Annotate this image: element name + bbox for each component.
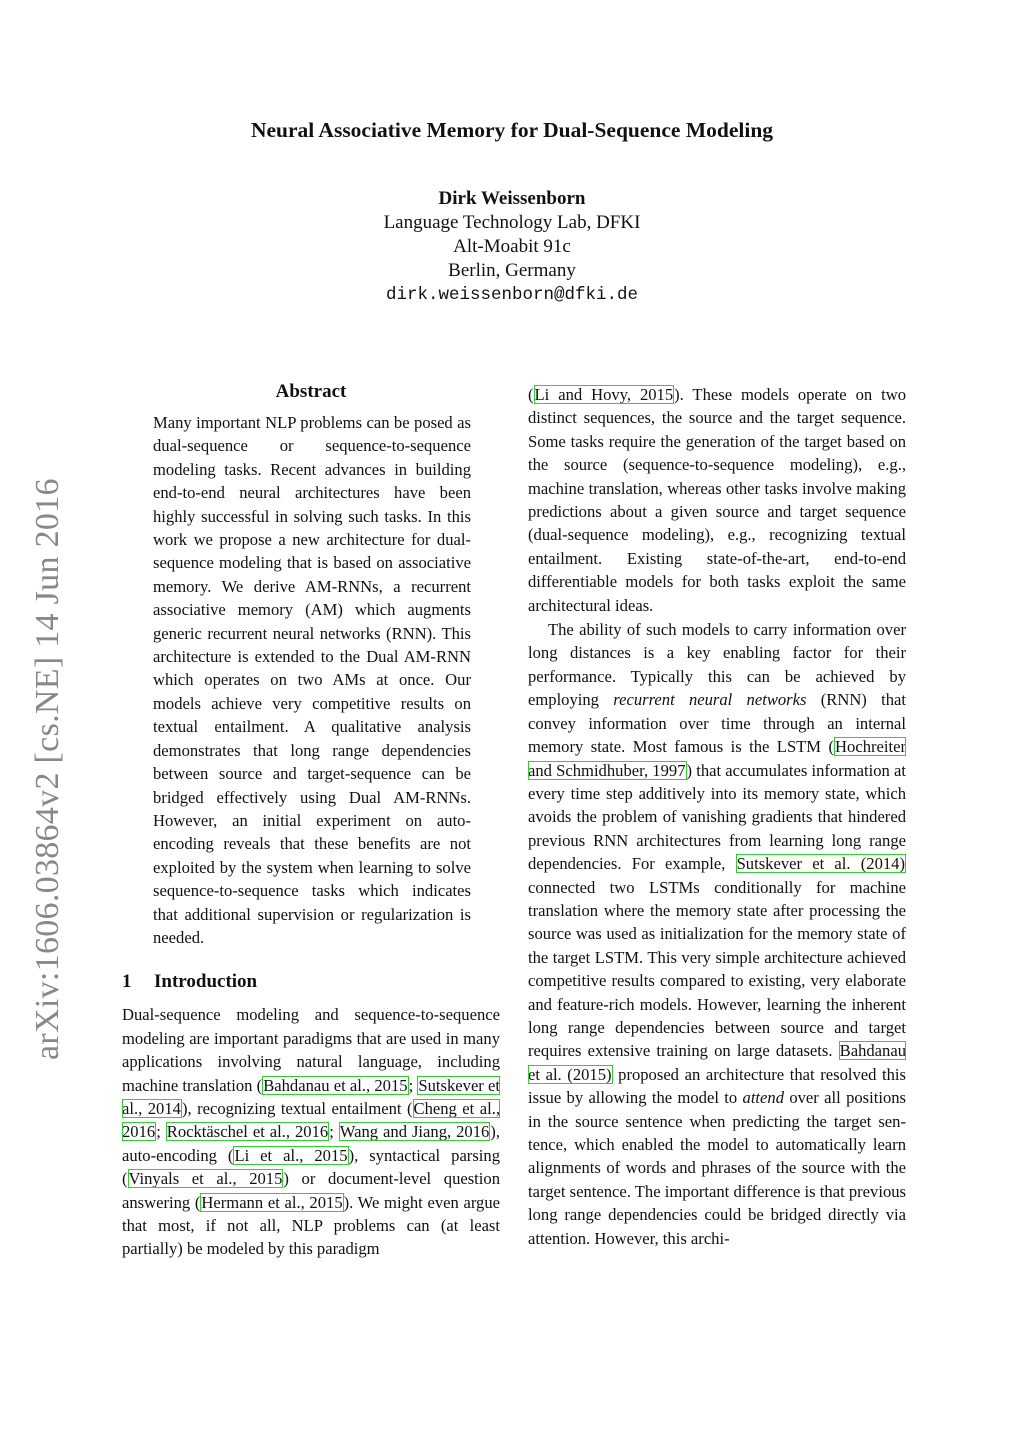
section-number: 1 <box>122 971 132 993</box>
citation-link[interactable]: Wang and Jiang, 2016 <box>339 1122 490 1142</box>
text-run: The ability of such models to carry information over long distances is a key enabling factor for their performance. Typically this can be achieved by employing <box>528 620 906 710</box>
intro-paragraph-1 <box>122 1003 500 1260</box>
author-address-city: Berlin, Germany <box>448 260 576 281</box>
abstract-heading: Abstract <box>275 381 347 402</box>
citation-link[interactable]: Cheng et al., 2016 <box>122 1098 501 1142</box>
paper-title: Neural Associative Memory for Dual-Sequence Modeling <box>250 118 774 142</box>
arxiv-identifier-stamp[interactable]: arXiv:1606.03864v2 [cs.NE] 14 Jun 2016 <box>29 478 66 1060</box>
citation-link[interactable]: Bahdanau et al., 2015 <box>263 1075 408 1095</box>
text-run: ( <box>528 385 534 404</box>
text-run: ; <box>329 1122 339 1142</box>
author-block <box>0 187 1024 307</box>
text-run: ), recognizing textual entailment ( <box>181 1098 413 1118</box>
right-column <box>528 383 906 1250</box>
author-affiliation: Language Technology Lab, DFKI <box>383 212 641 233</box>
text-run: Dual-sequence modeling and sequence-to-sequence modeling are important paradigms that are used in many applications involving natural language, including machine translation ( <box>122 1005 500 1095</box>
text-run: (RNN) that convey information over time through an internal memory state. Most famous is the LSTM ( <box>528 690 906 757</box>
text-run: ), auto-encoding ( <box>122 1122 500 1165</box>
intro-paragraph-2 <box>528 618 906 1250</box>
citation-link[interactable]: Hochreiter and Schmidhuber, 1997 <box>528 737 906 780</box>
text-run: ). We might even argue that most, if not all, NLP problems can (at least partially) be modeled by this paradigm <box>122 1192 501 1259</box>
text-run: ), syntactical parsing ( <box>122 1145 500 1189</box>
text-run: connected two LSTMs conditionally for machine translation where the memory state after processing the source was used as initialization for the memory state of the target LSTM. This very simple architecture achieved competitive results compared to existing, very elaborate and feature-rich models. However, learning the inherent long range dependencies between source and target requires extensive training on large datasets. <box>528 877 906 1061</box>
citation-link[interactable]: Vinyals et al., 2015 <box>128 1169 283 1189</box>
citation-link[interactable]: Li et al., 2015 <box>234 1145 348 1165</box>
text-run: ) or document-level question answering ( <box>122 1169 500 1212</box>
text-run: ). These models operate on two distinct sequences, the source and the target sequence. Some tasks require the generation of the target based on the source (sequence-to-sequence modeling), e.g., machine translation, whereas other tasks involve making predictions about a given source and target sequence (dual-sequence modeling), e.g., recognizing textual entailment. Existing state-of-the-art, end-to-end differentiable models for both tasks exploit the same architectural ideas. <box>528 385 906 615</box>
citation-link[interactable]: Bahdanau et al. (2015) <box>528 1041 906 1084</box>
citation-link[interactable]: Sutskever et al., 2014 <box>122 1075 501 1118</box>
citation-link[interactable]: Sutskever et al. (2014) <box>736 854 905 874</box>
author-name: Dirk Weissenborn <box>438 188 586 209</box>
author-address-street: Alt-Moabit 91c <box>453 236 571 257</box>
emphasis-text: recurrent neural networks <box>613 690 807 710</box>
intro-paragraph-1-continued <box>528 383 906 617</box>
text-run: ; <box>408 1075 418 1095</box>
text-run: proposed an architecture that resolved this issue by allowing the model to <box>528 1064 907 1108</box>
text-run: ; <box>156 1122 166 1142</box>
citation-link[interactable]: Hermann et al., 2015 <box>201 1192 343 1212</box>
citation-link[interactable]: Rocktäschel et al., 2016 <box>166 1122 329 1142</box>
abstract-text: Many important NLP problems can be posed as dual-sequence or sequence-to-sequence modeling tasks. Recent advances in building end-to-end neural architectures have been highly successful in solving such tasks. In this work we propose a new architecture for dual-sequence modeling that is based on associative memory. We derive AM-RNNs, a recurrent associative memory (AM) which augments generic recurrent neural networks (RNN). This architecture is extended to the Dual AM-RNN which operates on two AMs at once. Our models achieve very competitive results on textual entailment. A qualitative analysis demonstrates that long range dependencies between source and target-sequence can be bridged effectively using Dual AM-RNNs. However, an initial experiment on auto-encoding reveals that these benefits are not exploited by the system when learning to solve sequence-to-sequence tasks which indicates that additional supervision or regularization is needed. <box>153 413 471 947</box>
section-heading-introduction <box>122 971 500 993</box>
left-column <box>122 378 500 1261</box>
emphasis-text: attend <box>742 1088 784 1108</box>
section-title: Introduction <box>154 971 258 993</box>
text-run: over all positions in the source sentence when predicting the target sentence, which enabled the model to automatically learn alignments of words and phrases of the source with the target sentence. The important difference is that previous long range dependencies could be bridged directly via attention. However, this archi- <box>528 1088 907 1248</box>
author-email[interactable]: dirk.weissenborn@dfki.de <box>385 285 639 305</box>
text-run: ) that accumulates information at every time step additively into its memory state, which avoids the problem of vanishing gradients that hindered previous RNN architectures from learning long range dependencies. For example, <box>528 760 906 874</box>
citation-link[interactable]: Li and Hovy, 2015 <box>534 385 674 404</box>
